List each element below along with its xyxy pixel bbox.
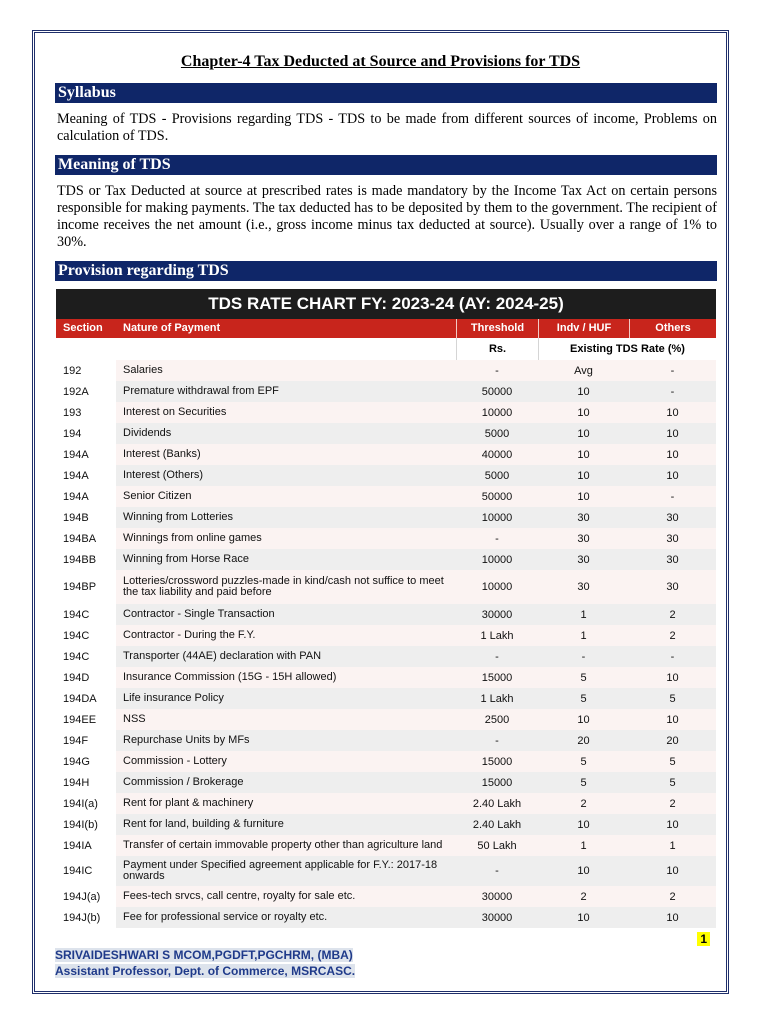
section-heading-provision: Provision regarding TDS (55, 261, 717, 281)
cell-nature: Payment under Specified agreement applicable for F.Y.: 2017-18 onwards (116, 856, 456, 886)
header-threshold: Threshold (456, 319, 538, 338)
cell-others: 30 (629, 570, 716, 604)
table-row (56, 402, 716, 423)
tds-header-row (56, 319, 716, 338)
subheader-rate: Existing TDS Rate (%) (538, 338, 716, 360)
cell-indv-huf: 30 (538, 570, 629, 604)
cell-others: 10 (629, 423, 716, 444)
cell-others: 10 (629, 814, 716, 835)
cell-indv-huf: 5 (538, 772, 629, 793)
section-heading-syllabus: Syllabus (55, 83, 717, 103)
cell-threshold: 10000 (456, 402, 538, 423)
cell-nature: Interest on Securities (116, 402, 456, 423)
cell-nature: NSS (116, 709, 456, 730)
cell-others: 10 (629, 465, 716, 486)
subheader-threshold-unit: Rs. (456, 338, 538, 360)
table-row (56, 465, 716, 486)
cell-nature: Interest (Others) (116, 465, 456, 486)
cell-nature: Transporter (44AE) declaration with PAN (116, 646, 456, 667)
cell-nature: Commission / Brokerage (116, 772, 456, 793)
chapter-title: Chapter-4 Tax Deducted at Source and Provisions for TDS (180, 53, 581, 70)
cell-indv-huf: 1 (538, 835, 629, 856)
cell-nature: Contractor - Single Transaction (116, 604, 456, 625)
cell-section: 194BP (56, 570, 116, 604)
tds-subheader-row (56, 338, 716, 360)
table-row (56, 423, 716, 444)
cell-section: 194F (56, 730, 116, 751)
cell-section: 194C (56, 646, 116, 667)
cell-indv-huf: 2 (538, 886, 629, 907)
cell-indv-huf: 10 (538, 814, 629, 835)
cell-nature: Contractor - During the F.Y. (116, 625, 456, 646)
table-row (56, 907, 716, 928)
cell-others: - (629, 486, 716, 507)
table-row (56, 381, 716, 402)
cell-threshold: 30000 (456, 886, 538, 907)
cell-threshold: 30000 (456, 604, 538, 625)
cell-section: 194A (56, 444, 116, 465)
cell-threshold: - (456, 646, 538, 667)
footer-author: SRIVAIDESHWARI S MCOM,PGDFT,PGCHRM, (MBA) (55, 948, 353, 962)
table-row (56, 570, 716, 604)
cell-indv-huf: 5 (538, 751, 629, 772)
cell-others: 30 (629, 507, 716, 528)
cell-others: 30 (629, 528, 716, 549)
cell-nature: Dividends (116, 423, 456, 444)
cell-others: 2 (629, 793, 716, 814)
cell-threshold: 15000 (456, 667, 538, 688)
tds-chart-title: TDS RATE CHART FY: 2023-24 (AY: 2024-25) (56, 289, 716, 319)
cell-nature: Lotteries/crossword puzzles-made in kind/cash not suffice to meet the tax liability and paid before (116, 570, 456, 604)
table-row (56, 625, 716, 646)
cell-others: 2 (629, 886, 716, 907)
cell-nature: Winning from Lotteries (116, 507, 456, 528)
cell-nature: Life insurance Policy (116, 688, 456, 709)
cell-nature: Transfer of certain immovable property other than agriculture land (116, 835, 456, 856)
cell-section: 194J(b) (56, 907, 116, 928)
cell-threshold: 40000 (456, 444, 538, 465)
cell-others: 5 (629, 688, 716, 709)
header-others: Others (629, 319, 716, 338)
cell-indv-huf: 10 (538, 907, 629, 928)
cell-nature: Rent for land, building & furniture (116, 814, 456, 835)
cell-section: 194IC (56, 856, 116, 886)
cell-others: 20 (629, 730, 716, 751)
table-row (56, 835, 716, 856)
cell-threshold: 2.40 Lakh (456, 814, 538, 835)
footer-designation: Assistant Professor, Dept. of Commerce, MSRCASC. (55, 964, 356, 978)
table-row (56, 688, 716, 709)
header-section: Section (63, 322, 103, 334)
table-row (56, 814, 716, 835)
cell-threshold: 30000 (456, 907, 538, 928)
cell-nature: Salaries (116, 360, 456, 381)
table-row (56, 507, 716, 528)
cell-indv-huf: 10 (538, 381, 629, 402)
cell-nature: Interest (Banks) (116, 444, 456, 465)
cell-section: 194I(a) (56, 793, 116, 814)
cell-indv-huf: 10 (538, 465, 629, 486)
cell-section: 194 (56, 423, 116, 444)
cell-indv-huf: Avg (538, 360, 629, 381)
cell-indv-huf: 5 (538, 667, 629, 688)
cell-threshold: 10000 (456, 570, 538, 604)
cell-section: 194B (56, 507, 116, 528)
table-row (56, 751, 716, 772)
cell-section: 194A (56, 465, 116, 486)
cell-section: 194H (56, 772, 116, 793)
syllabus-text: Meaning of TDS - Provisions regarding TDS - TDS to be made from different sources of income, Problems on calculation of TDS. (57, 111, 717, 144)
cell-indv-huf: 1 (538, 625, 629, 646)
cell-threshold: 2500 (456, 709, 538, 730)
cell-section: 194IA (56, 835, 116, 856)
cell-section: 194BB (56, 549, 116, 570)
cell-nature: Insurance Commission (15G - 15H allowed) (116, 667, 456, 688)
cell-threshold: - (456, 730, 538, 751)
cell-others: 5 (629, 772, 716, 793)
cell-section: 194DA (56, 688, 116, 709)
table-row (56, 886, 716, 907)
cell-indv-huf: 1 (538, 604, 629, 625)
cell-section: 194D (56, 667, 116, 688)
cell-indv-huf: 10 (538, 856, 629, 886)
cell-section: 194A (56, 486, 116, 507)
cell-indv-huf: 20 (538, 730, 629, 751)
section-heading-meaning: Meaning of TDS (55, 155, 717, 175)
cell-threshold: 5000 (456, 465, 538, 486)
cell-others: 1 (629, 835, 716, 856)
cell-threshold: 50000 (456, 486, 538, 507)
tds-table-body (56, 360, 716, 928)
cell-others: 10 (629, 402, 716, 423)
cell-section: 194C (56, 604, 116, 625)
cell-threshold: 5000 (456, 423, 538, 444)
cell-nature: Senior Citizen (116, 486, 456, 507)
footer (55, 947, 355, 979)
cell-threshold: - (456, 528, 538, 549)
cell-threshold: 10000 (456, 549, 538, 570)
cell-indv-huf: 10 (538, 402, 629, 423)
cell-others: 10 (629, 856, 716, 886)
cell-nature: Rent for plant & machinery (116, 793, 456, 814)
header-indv-huf: Indv / HUF (538, 319, 629, 338)
cell-others: 10 (629, 444, 716, 465)
cell-indv-huf: 10 (538, 423, 629, 444)
cell-indv-huf: 10 (538, 709, 629, 730)
cell-others: 10 (629, 907, 716, 928)
cell-indv-huf: 10 (538, 444, 629, 465)
table-row (56, 486, 716, 507)
page-number: 1 (697, 932, 710, 946)
cell-threshold: 10000 (456, 507, 538, 528)
cell-section: 194I(b) (56, 814, 116, 835)
cell-threshold: - (456, 856, 538, 886)
cell-threshold: 15000 (456, 751, 538, 772)
cell-nature: Winning from Horse Race (116, 549, 456, 570)
table-row (56, 709, 716, 730)
table-row (56, 528, 716, 549)
cell-threshold: - (456, 360, 538, 381)
cell-threshold: 50 Lakh (456, 835, 538, 856)
cell-section: 194J(a) (56, 886, 116, 907)
cell-others: - (629, 646, 716, 667)
cell-section: 192 (56, 360, 116, 381)
table-row (56, 667, 716, 688)
table-row (56, 604, 716, 625)
cell-section: 193 (56, 402, 116, 423)
cell-nature: Fee for professional service or royalty etc. (116, 907, 456, 928)
cell-indv-huf: - (538, 646, 629, 667)
cell-others: 5 (629, 751, 716, 772)
cell-threshold: 1 Lakh (456, 625, 538, 646)
cell-indv-huf: 2 (538, 793, 629, 814)
header-nature: Nature of Payment (123, 322, 221, 334)
cell-section: 192A (56, 381, 116, 402)
cell-indv-huf: 30 (538, 507, 629, 528)
meaning-text: TDS or Tax Deducted at source at prescribed rates is made mandatory by the Income Tax Act on certain persons responsible for making payments. The tax deducted has to be deposited by them to the government. The recipient of income receives the net amount (i.e., gross income minus tax deducted at source). Usually over a range of 1% to 30%. (57, 183, 717, 250)
table-row (56, 856, 716, 886)
table-row (56, 646, 716, 667)
cell-nature: Winnings from online games (116, 528, 456, 549)
cell-nature: Commission - Lottery (116, 751, 456, 772)
cell-threshold: 15000 (456, 772, 538, 793)
cell-indv-huf: 30 (538, 528, 629, 549)
cell-others: 10 (629, 667, 716, 688)
cell-section: 194G (56, 751, 116, 772)
cell-others: 2 (629, 625, 716, 646)
cell-indv-huf: 5 (538, 688, 629, 709)
table-row (56, 444, 716, 465)
cell-others: 30 (629, 549, 716, 570)
cell-others: 2 (629, 604, 716, 625)
cell-threshold: 50000 (456, 381, 538, 402)
cell-threshold: 2.40 Lakh (456, 793, 538, 814)
tds-rate-chart (56, 289, 716, 928)
cell-threshold: 1 Lakh (456, 688, 538, 709)
cell-nature: Repurchase Units by MFs (116, 730, 456, 751)
cell-nature: Premature withdrawal from EPF (116, 381, 456, 402)
cell-nature: Fees-tech srvcs, call centre, royalty for sale etc. (116, 886, 456, 907)
cell-section: 194BA (56, 528, 116, 549)
table-row (56, 549, 716, 570)
cell-indv-huf: 10 (538, 486, 629, 507)
document-page (32, 30, 729, 994)
cell-section: 194C (56, 625, 116, 646)
table-row (56, 360, 716, 381)
cell-others: - (629, 360, 716, 381)
table-row (56, 772, 716, 793)
cell-section: 194EE (56, 709, 116, 730)
cell-others: 10 (629, 709, 716, 730)
cell-others: - (629, 381, 716, 402)
cell-indv-huf: 30 (538, 549, 629, 570)
table-row (56, 730, 716, 751)
table-row (56, 793, 716, 814)
